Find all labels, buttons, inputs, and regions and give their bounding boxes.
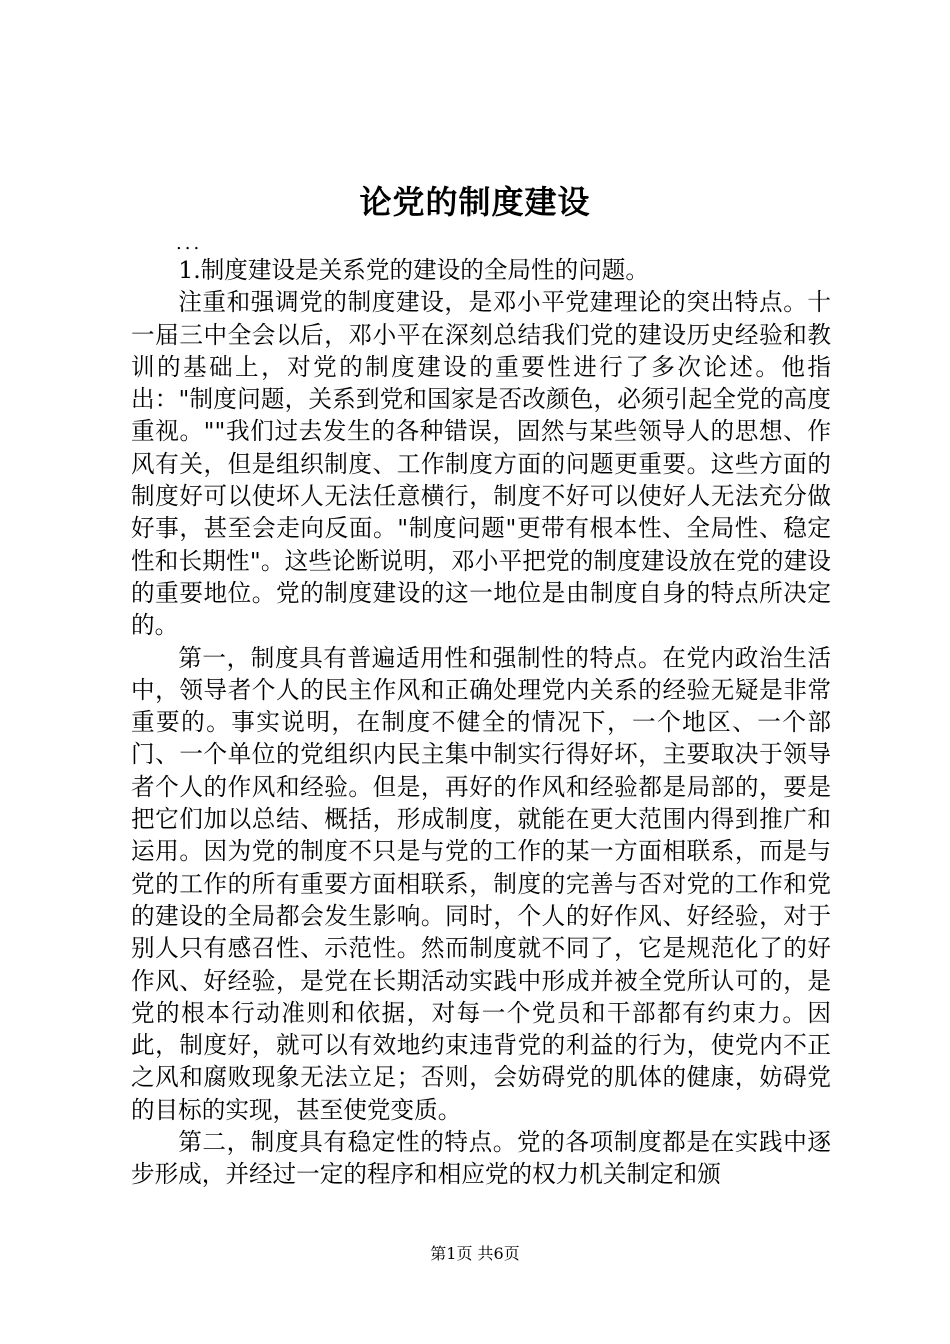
- page-title: 论党的制度建设: [359, 183, 591, 221]
- document-body: [131, 254, 831, 1191]
- paragraph: 第二，制度具有稳定性的特点。党的各项制度都是在实践中逐步形成，并经过一定的程序和相应党的权力机关制定和颁: [131, 1128, 831, 1189]
- paragraph: 第一，制度具有普遍适用性和强制性的特点。在党内政治生活中，领导者个人的民主作风和正确处理党内关系的经验无疑是非常重要的。事实说明，在制度不健全的情况下，一个地区、一个部门、一个单位的党组织内民主集中制实行得好坏，主要取决于领导者个人的作风和经验。但是，再好的作风和经验都是局部的，要是把它们加以总结、概括，形成制度，就能在更大范围内得到推广和运用。因为党的制度不只是与党的工作的某一方面相联系，而是与党的工作的所有重要方面相联系，制度的完善与否对党的工作和党的建设的全局都会发生影响。同时，个人的好作风、好经验，对于别人只有感召性、示范性。然而制度就不同了，它是规范化了的好作风、好经验，是党在长期活动实践中形成并被全党所认可的，是党的根本行动准则和依据，对每一个党员和干部都有约束力。因此，制度好，就可以有效地约束违背党的利益的行为，使党内不正之风和腐败现象无法立足；否则，会妨碍党的肌体的健康，妨碍党的目标的实现，甚至使党变质。: [131, 643, 831, 1124]
- page-footer: 第1页 共6页: [430, 1244, 520, 1263]
- paragraph: 1.制度建设是关系党的建设的全局性的问题。: [178, 256, 649, 284]
- paragraph: 注重和强调党的制度建设，是邓小平党建理论的突出特点。十一届三中全会以后，邓小平在深刻总结我们党的建设历史经验和教训的基础上，对党的制度建设的重要性进行了多次论述。他指出："制度问题，关系到党和国家是否改颜色，必须引起全党的高度重视。""我们过去发生的各种错误，固然与某些领导人的思想、作风有关，但是组织制度、工作制度方面的问题更重要。这些方面的制度好可以使坏人无法任意横行，制度不好可以使好人无法充分做好事，甚至会走向反面。"制度问题"更带有根本性、全局性、稳定性和长期性"。这些论断说明，邓小平把党的制度建设放在党的建设的重要地位。党的制度建设的这一地位是由制度自身的特点所决定的。: [131, 288, 831, 640]
- ellipsis: ...: [176, 233, 203, 254]
